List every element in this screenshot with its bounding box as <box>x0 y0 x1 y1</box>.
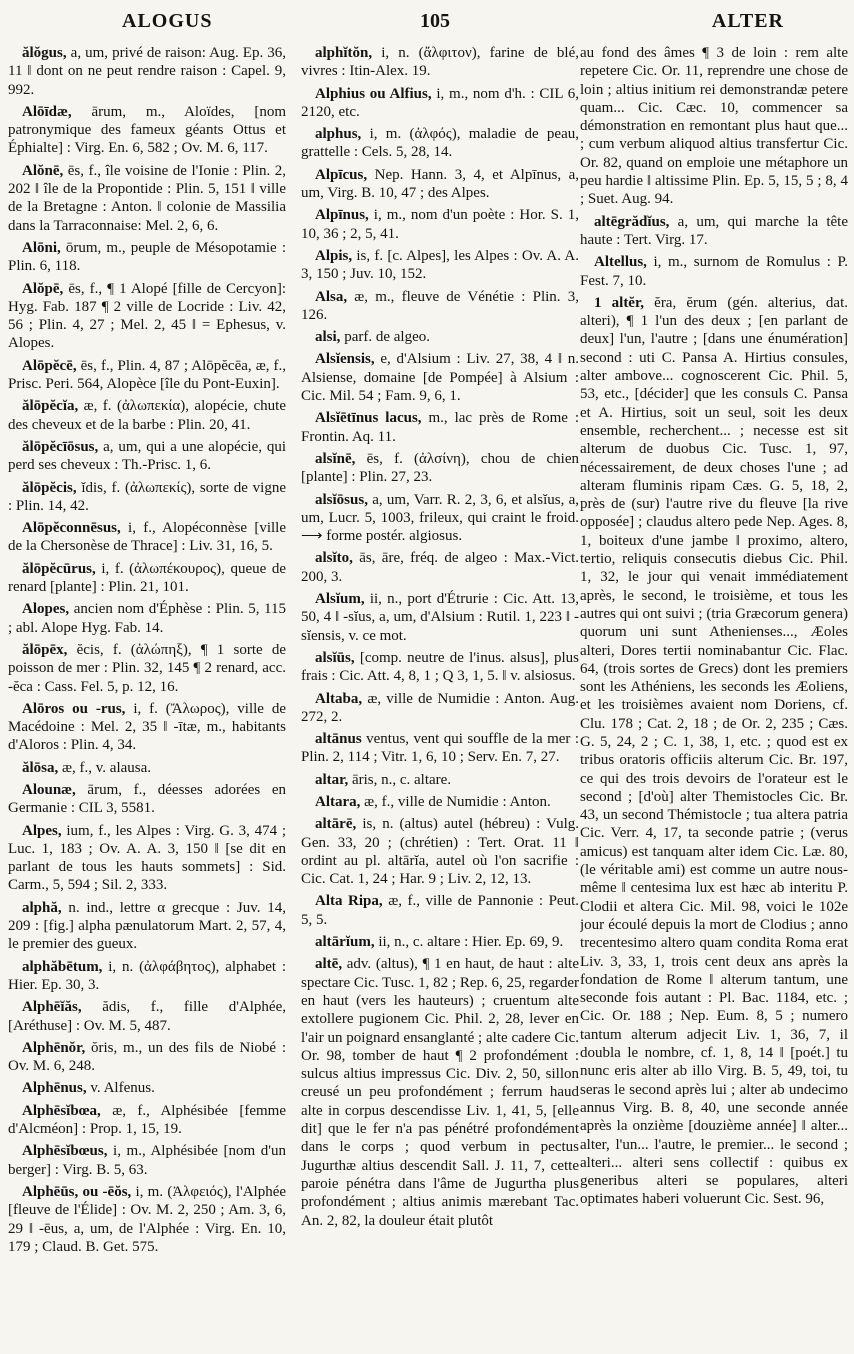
dictionary-entry <box>301 166 579 203</box>
entry-definition: ārum, m., Aloïdes, [nom patronymique des fameux géants Ottus et Éphialte] : Virg. En. 6, 582 ; Ov. M. 6, 117. <box>8 103 286 157</box>
headword: ălōpĕcūrus, <box>22 560 96 577</box>
dictionary-entry <box>301 328 579 346</box>
dictionary-entry <box>8 759 286 777</box>
dictionary-entry <box>8 600 286 637</box>
headword: alsĭōsus, <box>315 491 368 508</box>
page-header <box>10 10 844 36</box>
entry-definition: ārum, f., déesses adorées en Germanie : CIL 3, 5581. <box>8 781 286 817</box>
entry-definition: ĕra, ĕrum (gén. alterius, dat. alteri), ¶ 1 l'un des deux ; [en parlant de deux] l'un, l'autre ; [dans une énumération] second : uti C. Pansa A. Hirtius consules, alter ambove... cognoscerent Cic. Phil. 5, 53, etc., [décider] que les consuls C. Pansa et A. Hirtius, soit un seul, soit les deux ensemble, recherchent... ; necesse est sit alterum de duobus Cic. Tusc. 1, 97, nécessairement, de deux choses l'une ; ad alteram fluminis ripam Cæs. G. 5, 18, 2, près de (sur) l'autre rive du fleuve [la rive opposée] ; claudus altero pede Nep. Ages. 8, 1, boiteux d'une jambe ‖ proximo, altero, tertio, reliquis consecutis diebus Cic. Phil. 1, 32, le jour qui venait immédiatement après, le second, le troisième, et tous les autres qui ont suivi ; (tria Græcorum genera) quorum uni sunt Athenienses..., Æoles alteri, Dores tertii nominabantur Cic. Flac. 64, (trois sortes de Grecs) dont les premiers sont les Athéniens, les seconds les Æoliens, et les troisièmes avaient nom Doriens, cf. Clu. 178 ; Cat. 2, 18 ; de Or. 2, 235 ; Cæs. G. 5, 24, 2 ; C. 1, 38, 1, etc. ; quod est ex tribus oratoris officiis alterum Cic. Br. 197, ce qui des trois devoirs de l'orateur est le second ; [d'où] alter Themistocles Cic. Br. 43, un second Thémistocle ; tua altera patria Cic. Verr. 4, 17, ta seconde patrie ; (verus amicus) est tanquam alter idem Cic. Læ. 80, (le véritable ami) est comme un autre nous-même ‖ centesima lux est hæc ab interitu P. Clodii et altera Cic. Mil. 98, voici le 102e jour écoulé depuis la mort de Clodius ; anno trecentesimo altero quam condita Roma erat Liv. 3, 33, 1, trois cent deux ans après la fondation de Rome ‖ alterum tantum, une seconde fois autant : Pl. Bac. 1184, etc. ; Cic. Or. 188 ; Nep. Eum. 8, 5 ; numero tantum alterum adjecit Liv. 1, 36, 7, il doubla le nombre, cf. 1, 8, 14 ‖ [poét.] tu nunc eris alter ab illo Virg. B. 5, 49, toi, tu seras le second après lui ; alter ab undecimo annus Virg. B. 8, 40, une seconde année après la onzième [douzième année] ‖ alter... alter, l'un... l'autre, le premier... le second ; alteri... alteri sens collectif : quibus ex generibus alteri se populares, alteri optimates haberi voluerunt Cic. Sest. 96, <box>580 294 848 1208</box>
headword: Alsĭum, <box>315 591 365 608</box>
dictionary-entry <box>301 125 579 162</box>
entry-definition: is, f. [c. Alpes], les Alpes : Ov. A. A. 3, 150 ; Juv. 10, 152. <box>301 247 579 283</box>
entry-definition: i, f. (Ἄλωρος), ville de Macédoine : Mel. 2, 35 ‖ -ītæ, m., habitants d'Aloros : Plin. 4, 34. <box>8 700 286 754</box>
dictionary-entry <box>8 479 286 516</box>
dictionary-entry <box>8 397 286 434</box>
dictionary-entry <box>8 438 286 475</box>
dictionary-entry <box>8 899 286 954</box>
entry-definition: n. ind., lettre α grecque : Juv. 14, 209 : [fig.] alpha pænulatorum Mart. 2, 57, 4, le premier des gueux. <box>8 899 286 953</box>
dictionary-entry <box>8 357 286 394</box>
entry-definition: āris, n., c. altare. <box>351 771 452 788</box>
headword: Alsĭētīnus lacus, <box>315 410 422 427</box>
headword: alsĭūs, <box>315 649 355 666</box>
dictionary-entry <box>301 85 579 122</box>
dictionary-entry <box>8 1142 286 1179</box>
column-2 <box>301 44 579 1344</box>
dictionary-entry <box>580 253 848 290</box>
dictionary-entry <box>8 1039 286 1076</box>
dictionary-entry <box>8 44 286 99</box>
entry-definition: i, n. (ἀλφάβητος), alphabet : Hier. Ep. 30, 3. <box>8 958 286 993</box>
dictionary-entry <box>301 491 579 546</box>
headword: alphă, <box>22 899 62 916</box>
headword: alphus, <box>315 126 362 143</box>
dictionary-entry <box>8 1183 286 1256</box>
headword: alsĭto, <box>315 550 353 567</box>
headword: Alopes, <box>22 601 70 618</box>
headword: Alphēnŏr, <box>22 1039 86 1056</box>
headword: Alphēsĭbœus, <box>22 1143 108 1160</box>
entry-definition: [comp. neutre de l'inus. alsus], plus frais : Cic. Att. 4, 8, 1 ; Q 3, 1, 5. ‖ v. alsiosus. <box>301 649 579 685</box>
dictionary-entry <box>8 641 286 696</box>
entry-definition: a, um, Varr. R. 2, 3, 6, et alsĭus, a, um, Lucr. 5, 1003, frileux, qui craint le froid. ⟶ forme postér. algiosus. <box>301 491 579 545</box>
column-3 <box>580 44 848 1344</box>
entry-definition: æ, f., ville de Numidie : Anton. <box>364 793 551 810</box>
entry-definition: ēs, f., île voisine de l'Ionie : Plin. 2, 202 ‖ île de la Propontide : Plin. 5, 151 ‖ ville de la Bretagne : Anton. ‖ colonie de Massilia dans la Tarraconnaise: Mel. 2, 6, 6. <box>8 162 286 234</box>
entry-definition: ventus, vent qui souffle de la mer : Plin. 2, 114 ; Vitr. 1, 6, 10 ; Serv. En. 7, 27. <box>301 731 579 766</box>
headword: Alōpĕcē, <box>22 357 77 374</box>
dictionary-entry <box>8 103 286 158</box>
entry-definition: e, d'Alsium : Liv. 27, 38, 4 ‖ n. Alsiense, domaine [de Pompée] à Alsium : Cic. Mil. 54 ; Fam. 9, 6, 1. <box>301 351 579 405</box>
headword: Alphēnus, <box>22 1080 87 1097</box>
headword: altānus <box>315 731 362 748</box>
headword: Alōīdæ, <box>22 103 72 120</box>
entry-definition: a, um, privé de raison: Aug. Ep. 36, 11 ‖ dont on ne peut rendre raison : Capel. 9, 992. <box>8 45 286 98</box>
dictionary-entry <box>8 700 286 755</box>
entry-definition: i, m. (Ἀλφειός), l'Alphée [fleuve de l'Élide] : Ov. M. 2, 250 ; Am. 3, 6, 29 ‖ -ēus, a, um, de l'Alphée : Virg. En. 10, 179 ; Claud. B. Get. 575. <box>8 1183 286 1255</box>
dictionary-entry <box>301 649 579 686</box>
entry-definition: ŏris, m., un des fils de Niobé : Ov. M. 6, 248. <box>8 1039 286 1075</box>
dictionary-entry <box>8 1079 286 1097</box>
entry-definition: au fond des âmes ¶ 3 de loin : rem alte repetere Cic. Or. 11, reprendre une chose de loin ; altius initium rei demonstrandæ petere quam... Cic. Cæc. 10, commencer sa démonstration en remontant plus haut que... ; cum verbum aliquod altius transfertur Cic. Or. 82, quand on emploie une métaphore un peu hardie ‖ altissime Plin. Ep. 5, 15, 5 ; 8, 4 ; Suet. Aug. 94. <box>580 45 848 208</box>
headword: Alta Ripa, <box>315 893 383 910</box>
headword: ălōpĕcĭa, <box>22 398 79 415</box>
entry-definition: i, f., Alopéconnèse [ville de la Chersonèse de Thrace] : Liv. 31, 16, 5. <box>8 520 286 555</box>
headword: Alpīcus, <box>315 166 368 183</box>
headword: Alphēĭăs, <box>22 999 82 1016</box>
entry-definition: ii, n., port d'Étrurie : Cic. Att. 13, 50, 4 ‖ -sĭus, a, um, d'Alsium : Rutil. 1, 223 ‖ -sĭensis, v. ce mot. <box>301 591 579 644</box>
entry-definition: Nep. Hann. 3, 4, et Alpīnus, a, um, Virg. B. 10, 47 ; des Alpes. <box>301 166 579 202</box>
entry-definition: i, m., surnom de Romulus : P. Fest. 7, 10. <box>580 254 848 289</box>
headword: Altaba, <box>315 690 363 707</box>
entry-definition: v. Alfenus. <box>90 1080 155 1097</box>
headword: altar, <box>315 771 349 788</box>
dictionary-entry <box>301 793 579 811</box>
dictionary-entry <box>301 771 579 789</box>
dictionary-entry <box>301 44 579 81</box>
headword: Alphēsĭbœa, <box>22 1102 101 1119</box>
headword: Altara, <box>315 793 361 810</box>
entry-definition: ădis, f., fille d'Alphée, [Aréthuse] : Ov. M. 5, 487. <box>8 999 286 1034</box>
dictionary-entry <box>301 730 579 767</box>
headword: alphĭtŏn, <box>315 45 373 61</box>
dictionary-entry <box>580 294 848 1209</box>
headword: altārĭum, <box>315 934 375 951</box>
dictionary-entry <box>301 590 579 645</box>
headword: 1 altĕr, <box>594 294 644 311</box>
right-running-head: ALTER <box>711 10 784 32</box>
entry-definition: adv. (altus), ¶ 1 en haut, de haut : alte spectare Cic. Tusc. 1, 82 ; Rep. 6, 25, regarder en haut (vers les hauteurs) ; cruentum alte extollere pugionem Cic. Phil. 2, 28, lever en l'air un poignard ensanglanté ; alte cadere Cic. Or. 98, tomber de haut ¶ 2 profondément : sulcus altius impressus Cic. Div. 2, 50, sillon creusé un peu profondément ; ferrum haud alte in corpus descendisse Liv. 1, 41, 5, [elle dit] que le fer n'a pas pénétré profondément dans le corps ; quod verbum in pectus Jugurthæ altius descendit Sall. J. 11, 7, cette paroie pénétra dans l'âme de Jugurtha plus profondément ; altius animis mærebant Tac. An. 2, 82, la douleur était plutôt <box>301 956 579 1229</box>
headword: Alpis, <box>315 247 353 264</box>
entry-definition: i, m., nom d'un poète : Hor. S. 1, 10, 36 ; 2, 5, 41. <box>301 207 579 242</box>
dictionary-entry <box>8 280 286 353</box>
dictionary-entry <box>301 933 579 951</box>
dictionary-entry <box>580 44 848 209</box>
dictionary-entry <box>301 206 579 243</box>
dictionary-entry <box>8 239 286 276</box>
entry-definition: æ, f. (ἀλωπεκία), alopécie, chute des cheveux et de la barbe : Plin. 20, 41. <box>8 398 286 433</box>
headword: ălŏgus, <box>22 45 67 61</box>
entry-definition: ēs, f., ¶ 1 Alopé [fille de Cercyon]: Hyg. Fab. 187 ¶ 2 ville de Locride : Liv. 42, 56 ; Plin. 4, 27 ; Mel. 2, 45 ‖ = Ephesus, v. Alopes. <box>8 280 286 352</box>
headword: altārē, <box>315 816 357 833</box>
dictionary-entry <box>8 162 286 235</box>
headword: Alŏnē, <box>22 162 64 179</box>
entry-definition: a, um, qui marche la tête haute : Tert. Virg. 17. <box>580 213 848 248</box>
entry-definition: i, m., Alphésibée [nom d'un berger] : Virg. B. 5, 63. <box>8 1143 286 1178</box>
entry-definition: æ, m., fleuve de Vénétie : Plin. 3, 126. <box>301 288 579 323</box>
headword: alsi, <box>315 329 341 346</box>
entry-definition: is, n. (altus) autel (hébreu) : Vulg. Gen. 33, 20 ; (chrétien) : Tert. Orat. 11 ‖ ordint au pl. altārĭa, autel où l'on sacrifie : Cic. Cat. 1, 24 ; Har. 9 ; Liv. 2, 12, 13. <box>301 816 579 888</box>
entry-definition: i, m. (ἀλφός), maladie de peau, grattelle : Cels. 5, 28, 14. <box>301 126 579 161</box>
headword: ălōsa, <box>22 759 59 776</box>
dictionary-entry <box>8 958 286 995</box>
entry-definition: ēs, f. (ἀλσίνη), chou de chien [plante] : Plin. 27, 23. <box>301 450 579 486</box>
left-running-head: ALOGUS <box>122 10 213 32</box>
entry-definition: m., lac près de Rome : Frontin. Aq. 11. <box>301 410 579 445</box>
dictionary-entry <box>301 892 579 929</box>
dictionary-entry <box>301 450 579 487</box>
headword: ălōpēx, <box>22 641 68 658</box>
dictionary-entry <box>301 247 579 284</box>
headword: Alōros ou -rus, <box>22 700 126 717</box>
columns <box>0 44 854 1344</box>
entry-definition: æ, f., ville de Pannonie : Peut. 5, 5. <box>301 893 579 928</box>
dictionary-entry <box>301 549 579 586</box>
entry-definition: ēs, f., Plin. 4, 87 ; Alōpĕcēa, æ, f., Prisc. Peri. 564, Alopèce [île du Pont-Euxin]. <box>8 357 286 393</box>
headword: Alounæ, <box>22 781 76 798</box>
headword: Alpīnus, <box>315 207 369 224</box>
headword: Alsĭensis, <box>315 351 375 368</box>
headword: Alōni, <box>22 239 61 256</box>
headword: Altellus, <box>594 254 647 271</box>
entry-definition: parf. de algeo. <box>344 329 430 346</box>
page-number: 105 <box>420 10 450 32</box>
entry-definition: i, f. (ἀλωπέκουρος), queue de renard [plante] : Plin. 21, 101. <box>8 560 286 596</box>
dictionary-entry <box>8 560 286 597</box>
entry-definition: æ, f., Alphésibée [femme d'Alcméon] : Prop. 1, 15, 19. <box>8 1102 286 1138</box>
entry-definition: æ, f., v. alausa. <box>62 759 152 776</box>
dictionary-entry <box>8 998 286 1035</box>
headword: ălōpĕcis, <box>22 479 77 496</box>
headword: Alphēūs, ou -ēŏs, <box>22 1183 132 1200</box>
dictionary-entry <box>301 690 579 727</box>
headword: Alsa, <box>315 288 348 305</box>
headword: ălōpĕcīōsus, <box>22 438 99 455</box>
entry-definition: i, m., nom d'h. : CIL 6, 2120, etc. <box>301 85 579 120</box>
dictionary-entry <box>301 409 579 446</box>
entry-definition: ĕcis, f. (ἀλώπηξ), ¶ 1 sorte de poisson de mer : Plin. 32, 145 ¶ 2 renard, acc. -ĕca : Cass. Fel. 5, p. 12, 16. <box>8 641 286 695</box>
entry-definition: ĭdis, f. (ἀλωπεκίς), sorte de vigne : Plin. 14, 42. <box>8 479 286 514</box>
entry-definition: ancien nom d'Éphèse : Plin. 5, 115 ; abl. Alope Hyg. Fab. 14. <box>8 601 286 636</box>
entry-definition: i, n. (ἄλφιτον), farine de blé, vivres : Itin-Alex. 19. <box>301 45 579 80</box>
dictionary-entry <box>301 815 579 888</box>
headword: Alpes, <box>22 822 62 839</box>
headword: altē, <box>315 956 343 973</box>
dictionary-entry <box>301 350 579 405</box>
column-1 <box>8 44 286 1344</box>
headword: Alphius ou Alfius, <box>315 85 432 102</box>
dictionary-entry <box>8 1102 286 1139</box>
dictionary-entry <box>8 822 286 895</box>
entry-definition: æ, ville de Numidie : Anton. Aug. 272, 2. <box>301 690 579 725</box>
dictionary-entry <box>301 955 579 1229</box>
headword: Alŏpē, <box>22 280 64 297</box>
headword: altēgrădĭus, <box>594 213 670 230</box>
entry-definition: ii, n., c. altare : Hier. Ep. 69, 9. <box>378 934 564 951</box>
entry-definition: ās, āre, fréq. de algeo : Max.-Vict. 200, 3. <box>301 550 579 585</box>
dictionary-entry <box>8 781 286 818</box>
headword: Alōpĕconnēsus, <box>22 520 121 537</box>
entry-definition: ium, f., les Alpes : Virg. G. 3, 474 ; Luc. 1, 183 ; Ov. A. A. 3, 150 ‖ [se dit en parlant de tous les hauts sommets] : Sid. Carm., 5, 594 ; Sil. 2, 333. <box>8 822 286 894</box>
headword: alphăbētum, <box>22 958 103 975</box>
headword: alsĭnē, <box>315 450 356 467</box>
dictionary-entry <box>301 288 579 325</box>
dictionary-entry <box>580 213 848 250</box>
dictionary-entry <box>8 519 286 556</box>
entry-definition: ōrum, m., peuple de Mésopotamie : Plin. 6, 118. <box>8 239 286 275</box>
entry-definition: a, um, qui a une alopécie, qui perd ses cheveux : Th.-Prisc. 1, 6. <box>8 438 286 474</box>
